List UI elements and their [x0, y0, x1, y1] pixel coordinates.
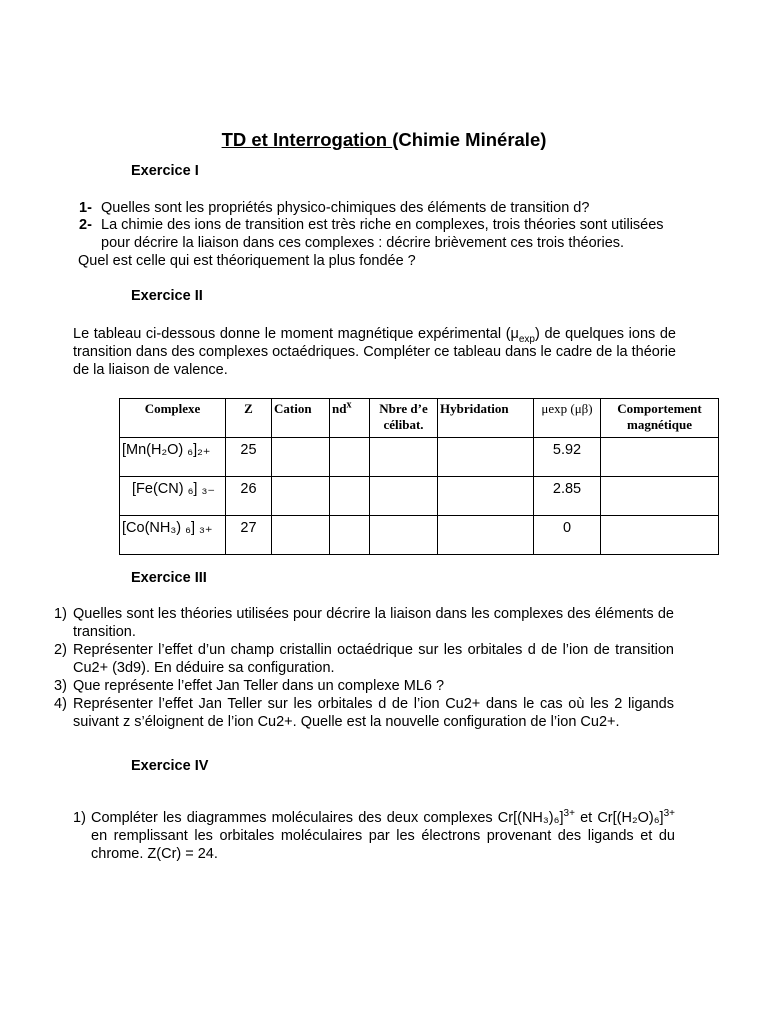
title-subject: (Chimie Minérale) — [392, 129, 547, 150]
table-row — [120, 438, 719, 477]
header-hybridation: Hybridation — [438, 399, 534, 438]
cell-comportement — [601, 477, 719, 516]
exercise-3-list — [54, 605, 674, 731]
exercise-2-intro — [73, 325, 676, 379]
cell-complexe: [Co(NH₃) ₆] ₃₊ — [120, 516, 226, 555]
cell-nd — [330, 438, 370, 477]
item-number: 4) — [54, 696, 67, 712]
cell-z: 27 — [226, 516, 272, 555]
item-text — [91, 809, 675, 863]
list-item — [54, 677, 674, 695]
question-text-line-2: pour décrire la liaison dans ces complexes : décrire brièvement ces trois théories. — [101, 235, 625, 251]
item-text: Que représente l’effet Jan Teller dans un complexe ML6 ? — [73, 678, 445, 694]
cell-comportement — [601, 516, 719, 555]
intro-part-1: Le tableau ci-dessous donne le moment magnétique expérimental (μ — [73, 326, 519, 342]
title-main: TD et Interrogation — [221, 129, 393, 150]
cell-mu: 0 — [534, 516, 601, 555]
cell-nbre — [370, 516, 438, 555]
mu-subscript: exp — [518, 333, 535, 345]
exercise-4-question — [73, 809, 675, 863]
cell-nbre — [370, 477, 438, 516]
header-nd — [330, 399, 370, 438]
cell-mu: 5.92 — [534, 438, 601, 477]
charge-superscript: 3+ — [563, 808, 575, 820]
exercise-1-question-2 — [79, 216, 719, 234]
question-number: 1- — [79, 200, 92, 216]
exercise-2-heading: Exercice II — [131, 288, 203, 304]
header-complexe: Complexe — [120, 399, 226, 438]
page-title — [0, 131, 768, 149]
cell-nd — [330, 516, 370, 555]
exercise-1-question-1 — [79, 199, 699, 217]
item-number: 1) — [73, 810, 86, 826]
cell-cation — [272, 516, 330, 555]
table-row — [120, 516, 719, 555]
table-header-row — [120, 399, 719, 438]
cell-z: 25 — [226, 438, 272, 477]
cell-hybridation — [438, 477, 534, 516]
exercise-4-heading: Exercice IV — [131, 758, 209, 774]
text-part-2: et Cr[(H₂O)₆] — [574, 810, 664, 826]
cell-comportement — [601, 438, 719, 477]
cell-hybridation — [438, 438, 534, 477]
cell-complexe: [Fe(CN) ₆] ₃₋ — [120, 477, 226, 516]
list-item — [54, 695, 674, 731]
header-comportement-line-2: magnétique — [627, 417, 692, 432]
cell-complexe: [Mn(H₂O) ₆]₂₊ — [120, 438, 226, 477]
charge-superscript: 3+ — [663, 808, 675, 820]
exercise-1-question-3: Quel est celle qui est théoriquement la plus fondée ? — [78, 253, 416, 269]
cell-z: 26 — [226, 477, 272, 516]
cell-cation — [272, 477, 330, 516]
header-nbre — [370, 399, 438, 438]
header-comportement — [601, 399, 719, 438]
item-number: 3) — [54, 678, 67, 694]
item-text: Représenter l’effet Jan Teller sur les orbitales d de l’ion Cu2+ dans le cas où les 2 ligands suivant z s’éloignent de l’ion Cu2+. Quelle est la nouvelle configuration de l’ion Cu2+. — [73, 696, 674, 730]
cell-nbre — [370, 438, 438, 477]
header-nbre-line-2: célibat. — [383, 417, 424, 432]
exercise-3-heading: Exercice III — [131, 570, 207, 586]
header-z: Z — [226, 399, 272, 438]
header-nd-text: nd — [332, 401, 347, 416]
table-row — [120, 477, 719, 516]
cell-cation — [272, 438, 330, 477]
cell-hybridation — [438, 516, 534, 555]
header-nbre-line-1: Nbre d’e — [379, 401, 428, 416]
text-part-1: Compléter les diagrammes moléculaires des deux complexes Cr[(NH₃)₆] — [91, 810, 564, 826]
item-number: 1) — [54, 606, 67, 622]
item-text: Représenter l’effet d’un champ cristallin octaédrique sur les orbitales d de l’ion de transition Cu2+ (3d9). En déduire sa configuration. — [73, 642, 674, 676]
header-comportement-line-1: Comportement — [617, 401, 702, 416]
header-nd-exponent: x — [346, 399, 352, 411]
header-cation: Cation — [272, 399, 330, 438]
intro-part-2: ) de quelques ions de transition dans des complexes octaédriques. Compléter ce tableau dans le cadre de la théorie de la liaison de valence. — [73, 326, 676, 378]
question-text: Quelles sont les propriétés physico-chimiques des éléments de transition d? — [101, 200, 590, 216]
question-number: 2- — [79, 217, 92, 233]
header-mu: μexp (μβ) — [534, 399, 601, 438]
cell-mu: 2.85 — [534, 477, 601, 516]
exercise-1-heading: Exercice I — [131, 163, 199, 179]
magnetic-moment-table — [119, 398, 719, 555]
item-text: Quelles sont les théories utilisées pour décrire la liaison dans les complexes des éléments de transition. — [73, 606, 674, 640]
text-part-3: en remplissant les orbitales moléculaires par les électrons provenant des ligands et du chrome. Z(Cr) = 24. — [91, 828, 675, 862]
list-item — [54, 641, 674, 677]
item-number: 2) — [54, 642, 67, 658]
cell-nd — [330, 477, 370, 516]
question-text-line-1: La chimie des ions de transition est très riche en complexes, trois théories sont utilisées — [101, 217, 664, 233]
list-item — [54, 605, 674, 641]
